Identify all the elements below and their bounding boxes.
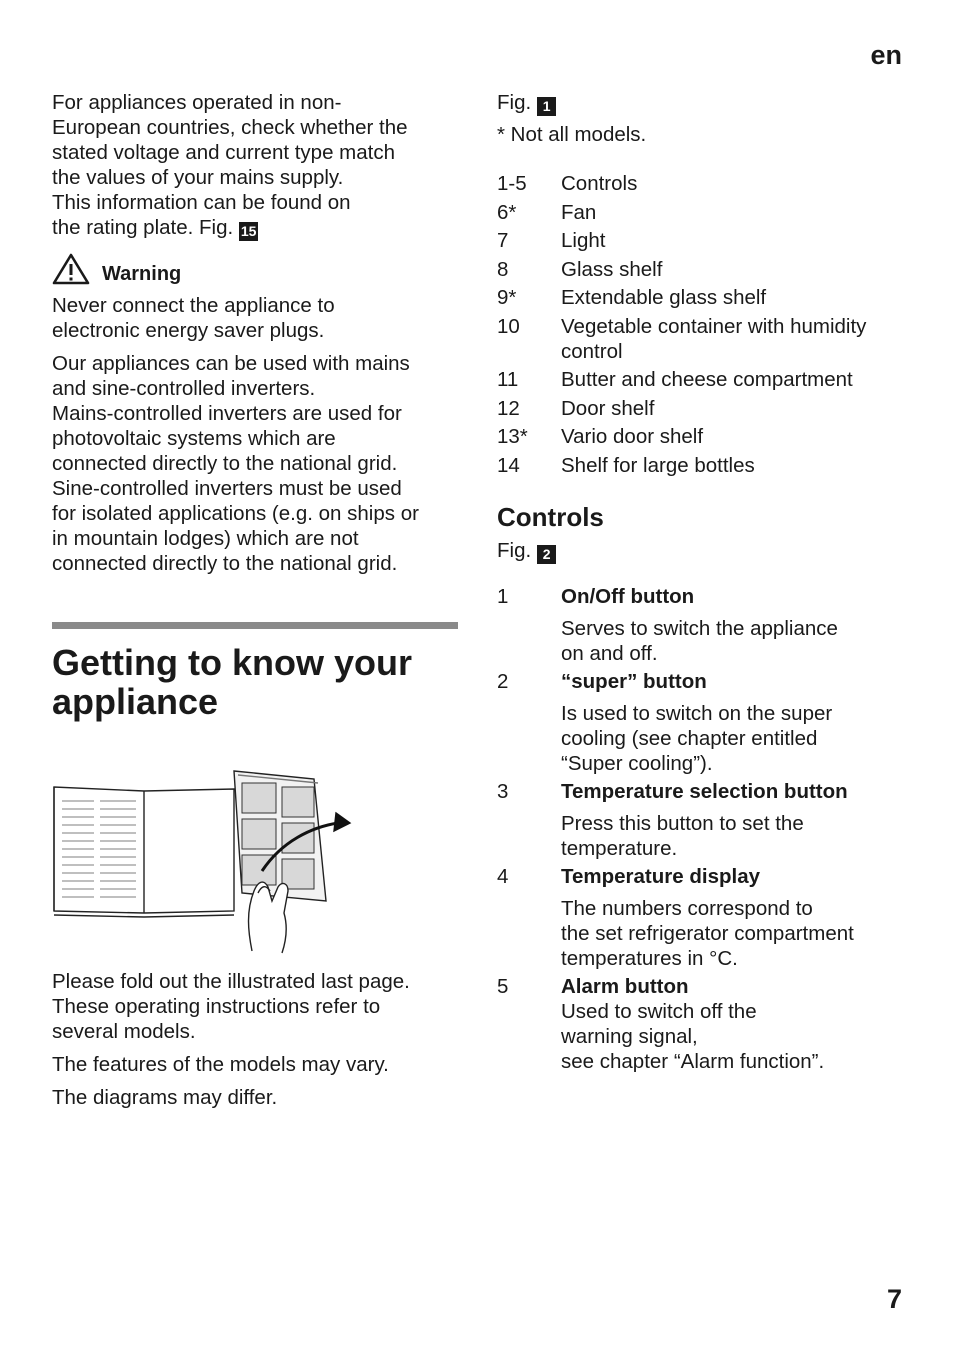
inverter-line: connected directly to the national grid. bbox=[52, 552, 398, 575]
control-desc-line: Press this button to set the bbox=[561, 811, 804, 835]
foldout-line: These operating instructions refer to bbox=[52, 995, 381, 1018]
legend-text: Vario door shelf bbox=[561, 425, 704, 448]
control-title: Temperature display bbox=[561, 864, 760, 888]
intro-line bbox=[52, 215, 462, 241]
control-desc-line: temperature. bbox=[561, 836, 678, 860]
intro-line: European countries, check whether the bbox=[52, 116, 408, 139]
legend-num: 9* bbox=[497, 286, 517, 309]
intro-paragraph bbox=[52, 90, 462, 241]
warning-line: electronic energy saver plugs. bbox=[52, 319, 325, 342]
control-desc bbox=[561, 701, 907, 776]
open-manual-illustration bbox=[52, 761, 362, 957]
foldout-illustration bbox=[52, 761, 362, 957]
control-desc-line: see chapter “Alarm function”. bbox=[561, 1049, 825, 1073]
legend-num: 14 bbox=[497, 453, 520, 477]
inverter-line: in mountain lodges) which are not bbox=[52, 527, 359, 550]
legend-num: 6* bbox=[497, 200, 517, 224]
fig2-reference bbox=[497, 538, 907, 564]
inverter-line: connected directly to the national grid. bbox=[52, 452, 398, 475]
legend-num: 10 bbox=[497, 314, 520, 338]
control-desc-line: Used to switch off the bbox=[561, 999, 757, 1023]
legend-text: Controls bbox=[561, 172, 638, 195]
control-item bbox=[497, 864, 907, 971]
warning-line: Never connect the appliance to bbox=[52, 294, 335, 317]
legend-num: 1-5 bbox=[497, 172, 527, 195]
control-item bbox=[497, 669, 907, 776]
control-desc-line: The numbers correspond to bbox=[561, 896, 813, 920]
intro-line: stated voltage and current type match bbox=[52, 141, 396, 164]
legend-num: 8 bbox=[497, 257, 509, 281]
control-desc-line: Serves to switch the appliance bbox=[561, 616, 838, 640]
legend-row bbox=[497, 257, 907, 282]
legend-text: Extendable glass shelf bbox=[561, 286, 767, 309]
legend-row bbox=[497, 424, 907, 449]
warning-text bbox=[52, 293, 462, 343]
control-item bbox=[497, 779, 907, 861]
intro-line: This information can be found on bbox=[52, 191, 351, 214]
control-desc-line: temperatures in °C. bbox=[561, 946, 738, 970]
control-item bbox=[497, 584, 907, 666]
intro-line: the values of your mains supply. bbox=[52, 166, 344, 189]
control-title: Alarm button bbox=[561, 974, 689, 998]
legend-text: Butter and cheese compartment bbox=[561, 368, 853, 391]
legend-row bbox=[497, 396, 907, 421]
legend-text: Glass shelf bbox=[561, 257, 663, 281]
warning-triangle-icon bbox=[52, 253, 90, 285]
foldout-paragraph bbox=[52, 969, 462, 1044]
legend-row bbox=[497, 285, 907, 310]
legend-row bbox=[497, 228, 907, 253]
legend-row bbox=[497, 453, 907, 478]
fig1-reference bbox=[497, 90, 907, 116]
intro-line: For appliances operated in non- bbox=[52, 91, 342, 114]
right-column bbox=[497, 90, 907, 1074]
control-title: “super” button bbox=[561, 669, 707, 693]
control-num: 5 bbox=[497, 974, 509, 998]
section-divider bbox=[52, 622, 458, 629]
fig2-label: Fig. bbox=[497, 538, 532, 562]
control-num: 3 bbox=[497, 779, 509, 803]
foldout-line: several models. bbox=[52, 1020, 196, 1043]
legend-text: Light bbox=[561, 229, 606, 252]
controls-heading: Controls bbox=[497, 501, 604, 532]
fig-key-15: 15 bbox=[240, 223, 257, 239]
inverter-line: Mains-controlled inverters are used for bbox=[52, 402, 402, 425]
legend-row bbox=[497, 200, 907, 225]
legend-num: 7 bbox=[497, 229, 509, 252]
legend-text-line: Vegetable container with humidity bbox=[561, 314, 867, 338]
control-desc-line: cooling (see chapter entitled bbox=[561, 726, 818, 750]
control-desc-line: on and off. bbox=[561, 641, 658, 665]
control-desc bbox=[561, 811, 907, 861]
foldout-line: Please fold out the illustrated last page. bbox=[52, 970, 410, 993]
warning-heading bbox=[52, 253, 462, 285]
features-note: The features of the models may vary. bbox=[52, 1053, 389, 1076]
legend-row bbox=[497, 314, 907, 364]
section-title-line: appliance bbox=[52, 681, 219, 722]
inverter-line: for isolated applications (e.g. on ships or bbox=[52, 502, 419, 525]
left-column bbox=[52, 90, 462, 1110]
control-item bbox=[497, 974, 907, 1074]
legend-num: 11 bbox=[497, 368, 519, 391]
fig1-label: Fig. bbox=[497, 91, 532, 114]
legend-text: Fan bbox=[561, 200, 597, 224]
control-num: 4 bbox=[497, 864, 509, 888]
inverter-line: and sine-controlled inverters. bbox=[52, 377, 316, 400]
control-desc-line: warning signal, bbox=[561, 1024, 698, 1048]
legend-text bbox=[561, 314, 907, 364]
section-title bbox=[52, 643, 462, 721]
legend-text: Door shelf bbox=[561, 396, 655, 420]
control-title: Temperature selection button bbox=[561, 779, 848, 803]
control-num: 1 bbox=[497, 584, 509, 608]
inverter-line: Our appliances can be used with mains bbox=[52, 352, 410, 375]
fig-key-2: 2 bbox=[537, 545, 556, 564]
legend-row bbox=[497, 367, 907, 392]
page-number: 7 bbox=[886, 1284, 902, 1314]
control-num: 2 bbox=[497, 669, 509, 693]
legend-num: 13* bbox=[497, 425, 528, 448]
not-all-models-note: * Not all models. bbox=[497, 123, 647, 146]
control-desc-line: the set refrigerator compartment bbox=[561, 921, 854, 945]
control-desc bbox=[561, 999, 907, 1074]
inverter-paragraph bbox=[52, 351, 462, 576]
controls-list bbox=[497, 584, 907, 1074]
parts-legend bbox=[497, 171, 907, 478]
control-title: On/Off button bbox=[561, 584, 695, 608]
control-desc bbox=[561, 616, 907, 666]
language-code: en bbox=[870, 40, 902, 70]
intro-last-text: the rating plate. Fig. bbox=[52, 216, 234, 239]
control-desc-line: Is used to switch on the super bbox=[561, 701, 833, 725]
legend-num: 12 bbox=[497, 396, 520, 420]
warning-label: Warning bbox=[102, 263, 182, 285]
fig-key-1: 1 bbox=[537, 97, 556, 116]
legend-row bbox=[497, 171, 907, 196]
control-desc-line: “Super cooling”). bbox=[561, 751, 713, 775]
legend-text: Shelf for large bottles bbox=[561, 453, 755, 477]
control-desc bbox=[561, 896, 907, 971]
section-title-line: Getting to know your bbox=[52, 642, 412, 683]
inverter-line: photovoltaic systems which are bbox=[52, 427, 336, 450]
diagrams-note: The diagrams may differ. bbox=[52, 1086, 278, 1109]
inverter-line: Sine-controlled inverters must be used bbox=[52, 477, 402, 500]
legend-text-line: control bbox=[561, 339, 623, 363]
